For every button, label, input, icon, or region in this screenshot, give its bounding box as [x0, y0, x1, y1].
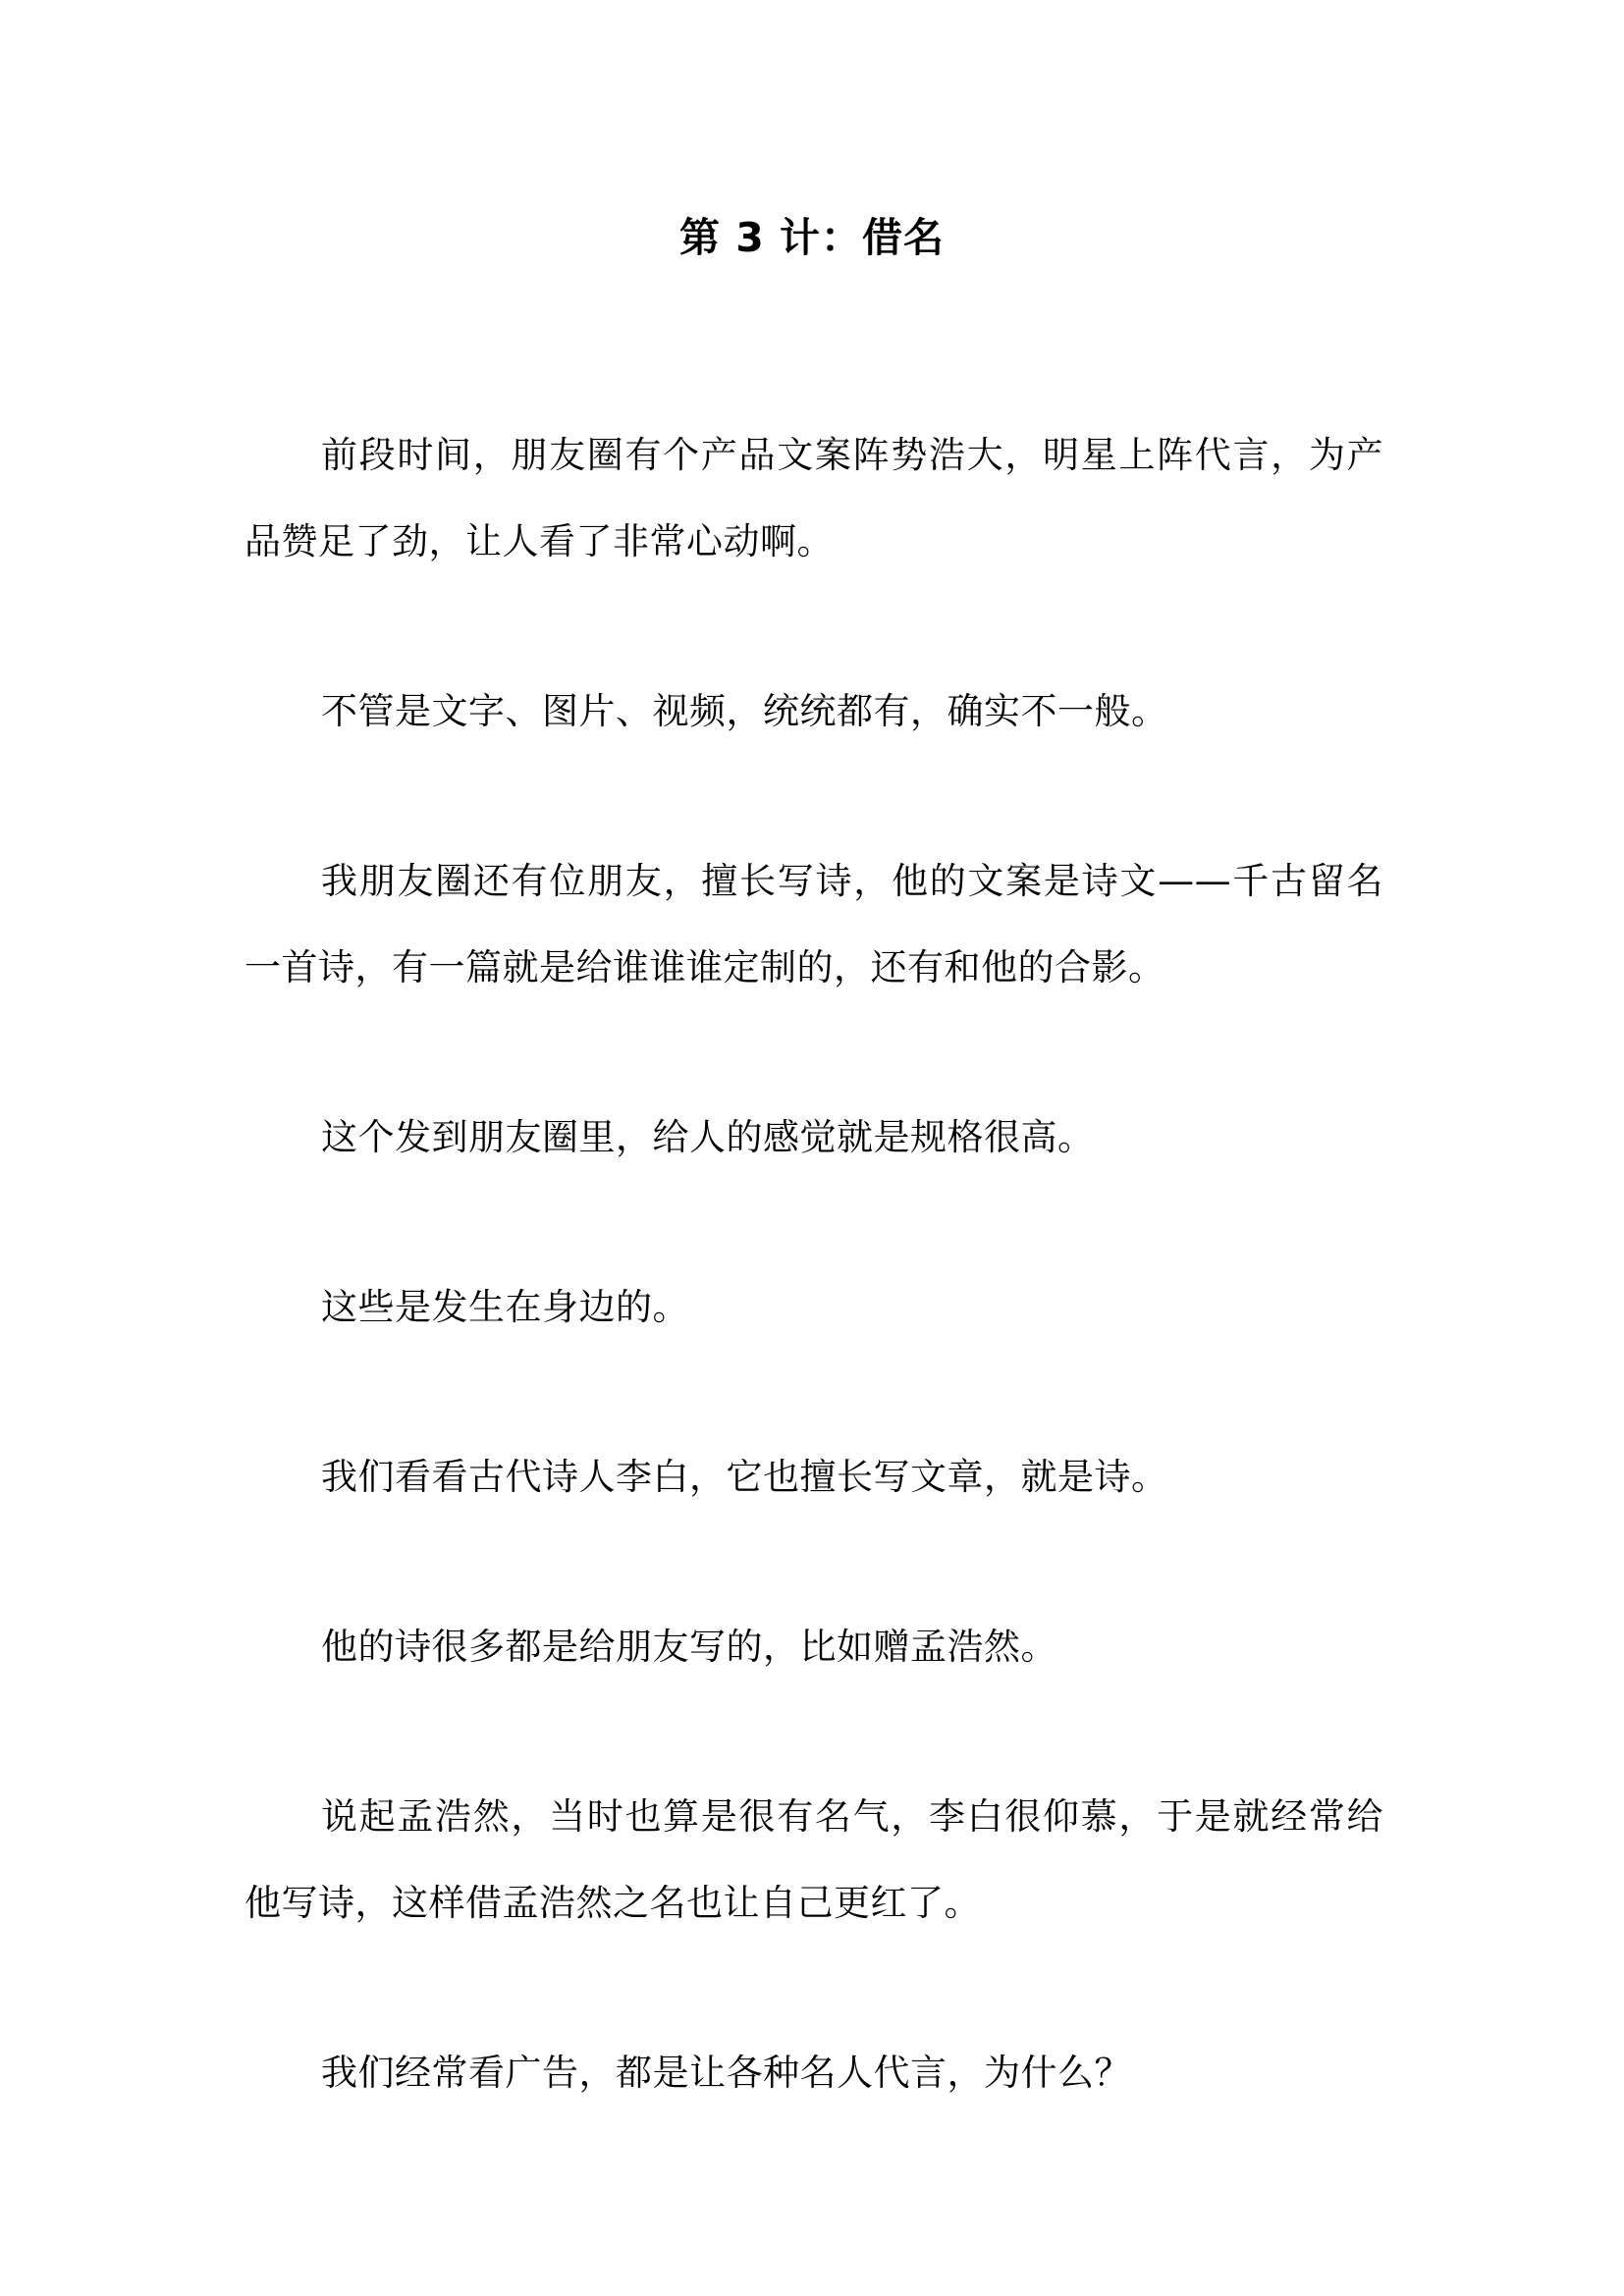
paragraph-gap	[244, 585, 1383, 668]
paragraph-gap	[244, 1947, 1383, 2030]
paragraph-gap	[244, 1521, 1383, 1604]
paragraph: 这个发到朋友圈里，给人的感觉就是规格很高。	[321, 1116, 1095, 1158]
paragraph-gap	[244, 755, 1383, 838]
page-title: 第 3 计：借名	[678, 214, 946, 261]
paragraph: 说起孟浩然，当时也算是很有名气，李白很仰慕，于是就经常给他写诗，这样借孟浩然之名也让自己更红了。	[244, 1795, 1383, 1924]
document-body	[244, 412, 1383, 2116]
paragraph: 我朋友圈还有位朋友，擅长写诗，他的文案是诗文——千古留名一首诗，有一篇就是给谁谁谁定制的，还有和他的合影。	[244, 860, 1383, 988]
paragraph-gap	[244, 1011, 1383, 1095]
paragraph-gap	[244, 1181, 1383, 1264]
paragraph: 前段时间，朋友圈有个产品文案阵势浩大，明星上阵代言，为产品赞足了劲，让人看了非常心动啊。	[244, 434, 1383, 562]
paragraph: 不管是文字、图片、视频，统统都有，确实不一般。	[321, 690, 1168, 732]
paragraph: 这些是发生在身边的。	[321, 1286, 689, 1328]
paragraph-gap	[244, 1690, 1383, 1774]
paragraph: 他的诗很多都是给朋友写的，比如赠孟浩然。	[321, 1626, 1057, 1668]
paragraph-gap	[244, 1351, 1383, 1434]
paragraph: 我们经常看广告，都是让各种名人代言，为什么？	[321, 2052, 1131, 2094]
paragraph: 我们看看古代诗人李白，它也擅长写文章，就是诗。	[321, 1456, 1168, 1498]
